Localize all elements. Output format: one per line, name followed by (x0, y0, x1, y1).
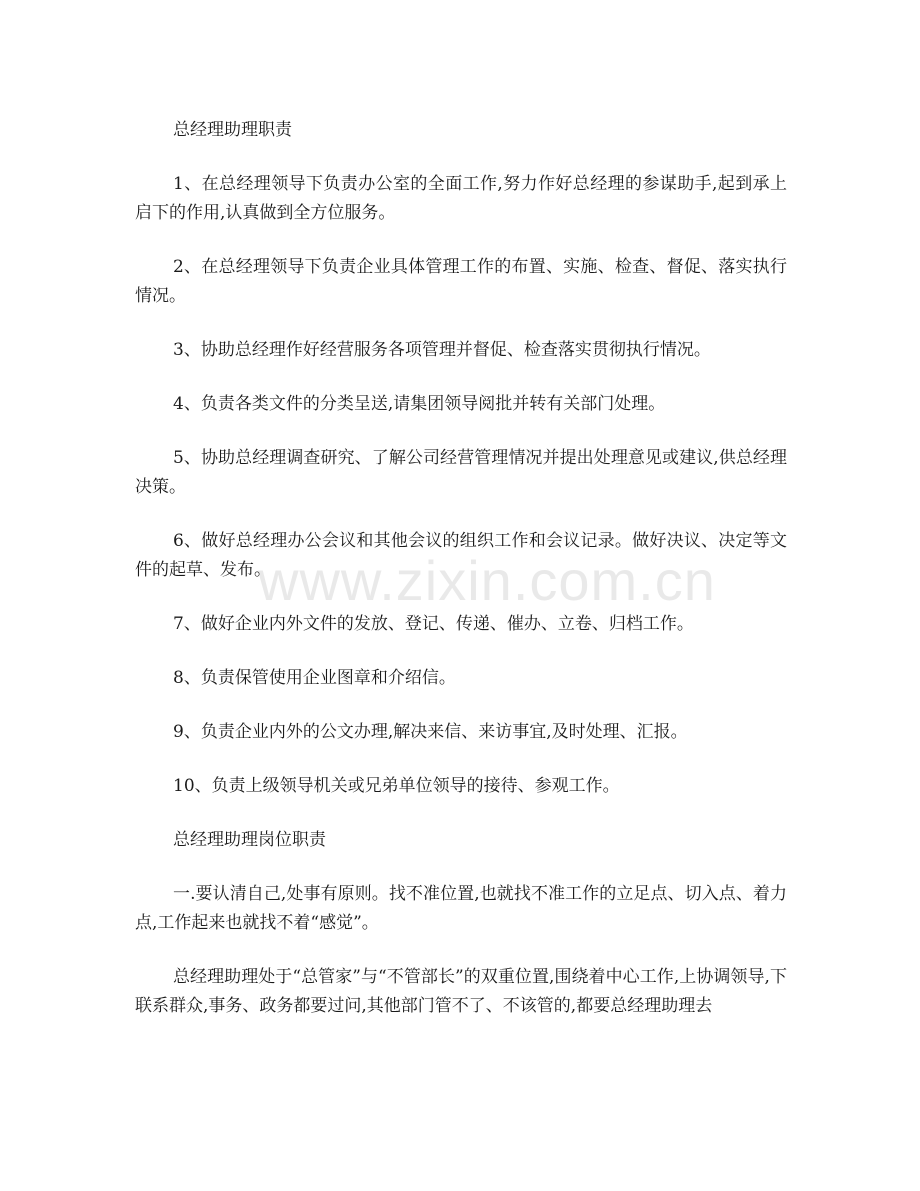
duty-item-4: 4、负责各类文件的分类呈送,请集团领导阅批并转有关部门处理。 (173, 394, 666, 414)
duty-item-5: 5、协助总经理调查研究、了解公司经营管理情况并提出处理意见或建议,供总经理决策。 (135, 448, 787, 497)
position-duty-paragraph-2: 总经理助理处于“总管家”与“不管部长”的双重位置,围绕着中心工作,上协调领导,下联系群众,事务、政务都要过问,其他部门管不了、不该管的,都要总经理助理去 (135, 967, 787, 1016)
section-heading-position-duties: 总经理助理岗位职责 (173, 830, 326, 850)
document-body (135, 116, 787, 1046)
duty-item-8: 8、负责保管使用企业图章和介绍信。 (173, 668, 456, 688)
duty-item-1: 1、在总经理领导下负责办公室的全面工作,努力作好总经理的参谋助手,起到承上启下的作用,认真做到全方位服务。 (135, 174, 787, 223)
duty-item-3: 3、协助总经理作好经营服务各项管理并督促、检查落实贯彻执行情况。 (173, 340, 711, 360)
duty-item-6: 6、做好总经理办公会议和其他会议的组织工作和会议记录。做好决议、决定等文件的起草、发布。 (135, 531, 787, 580)
position-duty-paragraph-1: 一.要认清自己,处事有原则。找不准位置,也就找不准工作的立足点、切入点、着力点,工作起来也就找不着“感觉”。 (135, 884, 787, 933)
watermark-text: www.zixin.com.cn (258, 549, 716, 612)
duty-item-9: 9、负责企业内外的公文办理,解决来信、来访事宜,及时处理、汇报。 (173, 722, 688, 742)
duty-item-10: 10、负责上级领导机关或兄弟单位领导的接待、参观工作。 (173, 776, 620, 796)
duty-item-2: 2、在总经理领导下负责企业具体管理工作的布置、实施、检查、督促、落实执行情况。 (135, 257, 787, 306)
section-heading-duties: 总经理助理职责 (173, 120, 292, 140)
duty-item-7: 7、做好企业内外文件的发放、登记、传递、催办、立卷、归档工作。 (173, 614, 694, 634)
